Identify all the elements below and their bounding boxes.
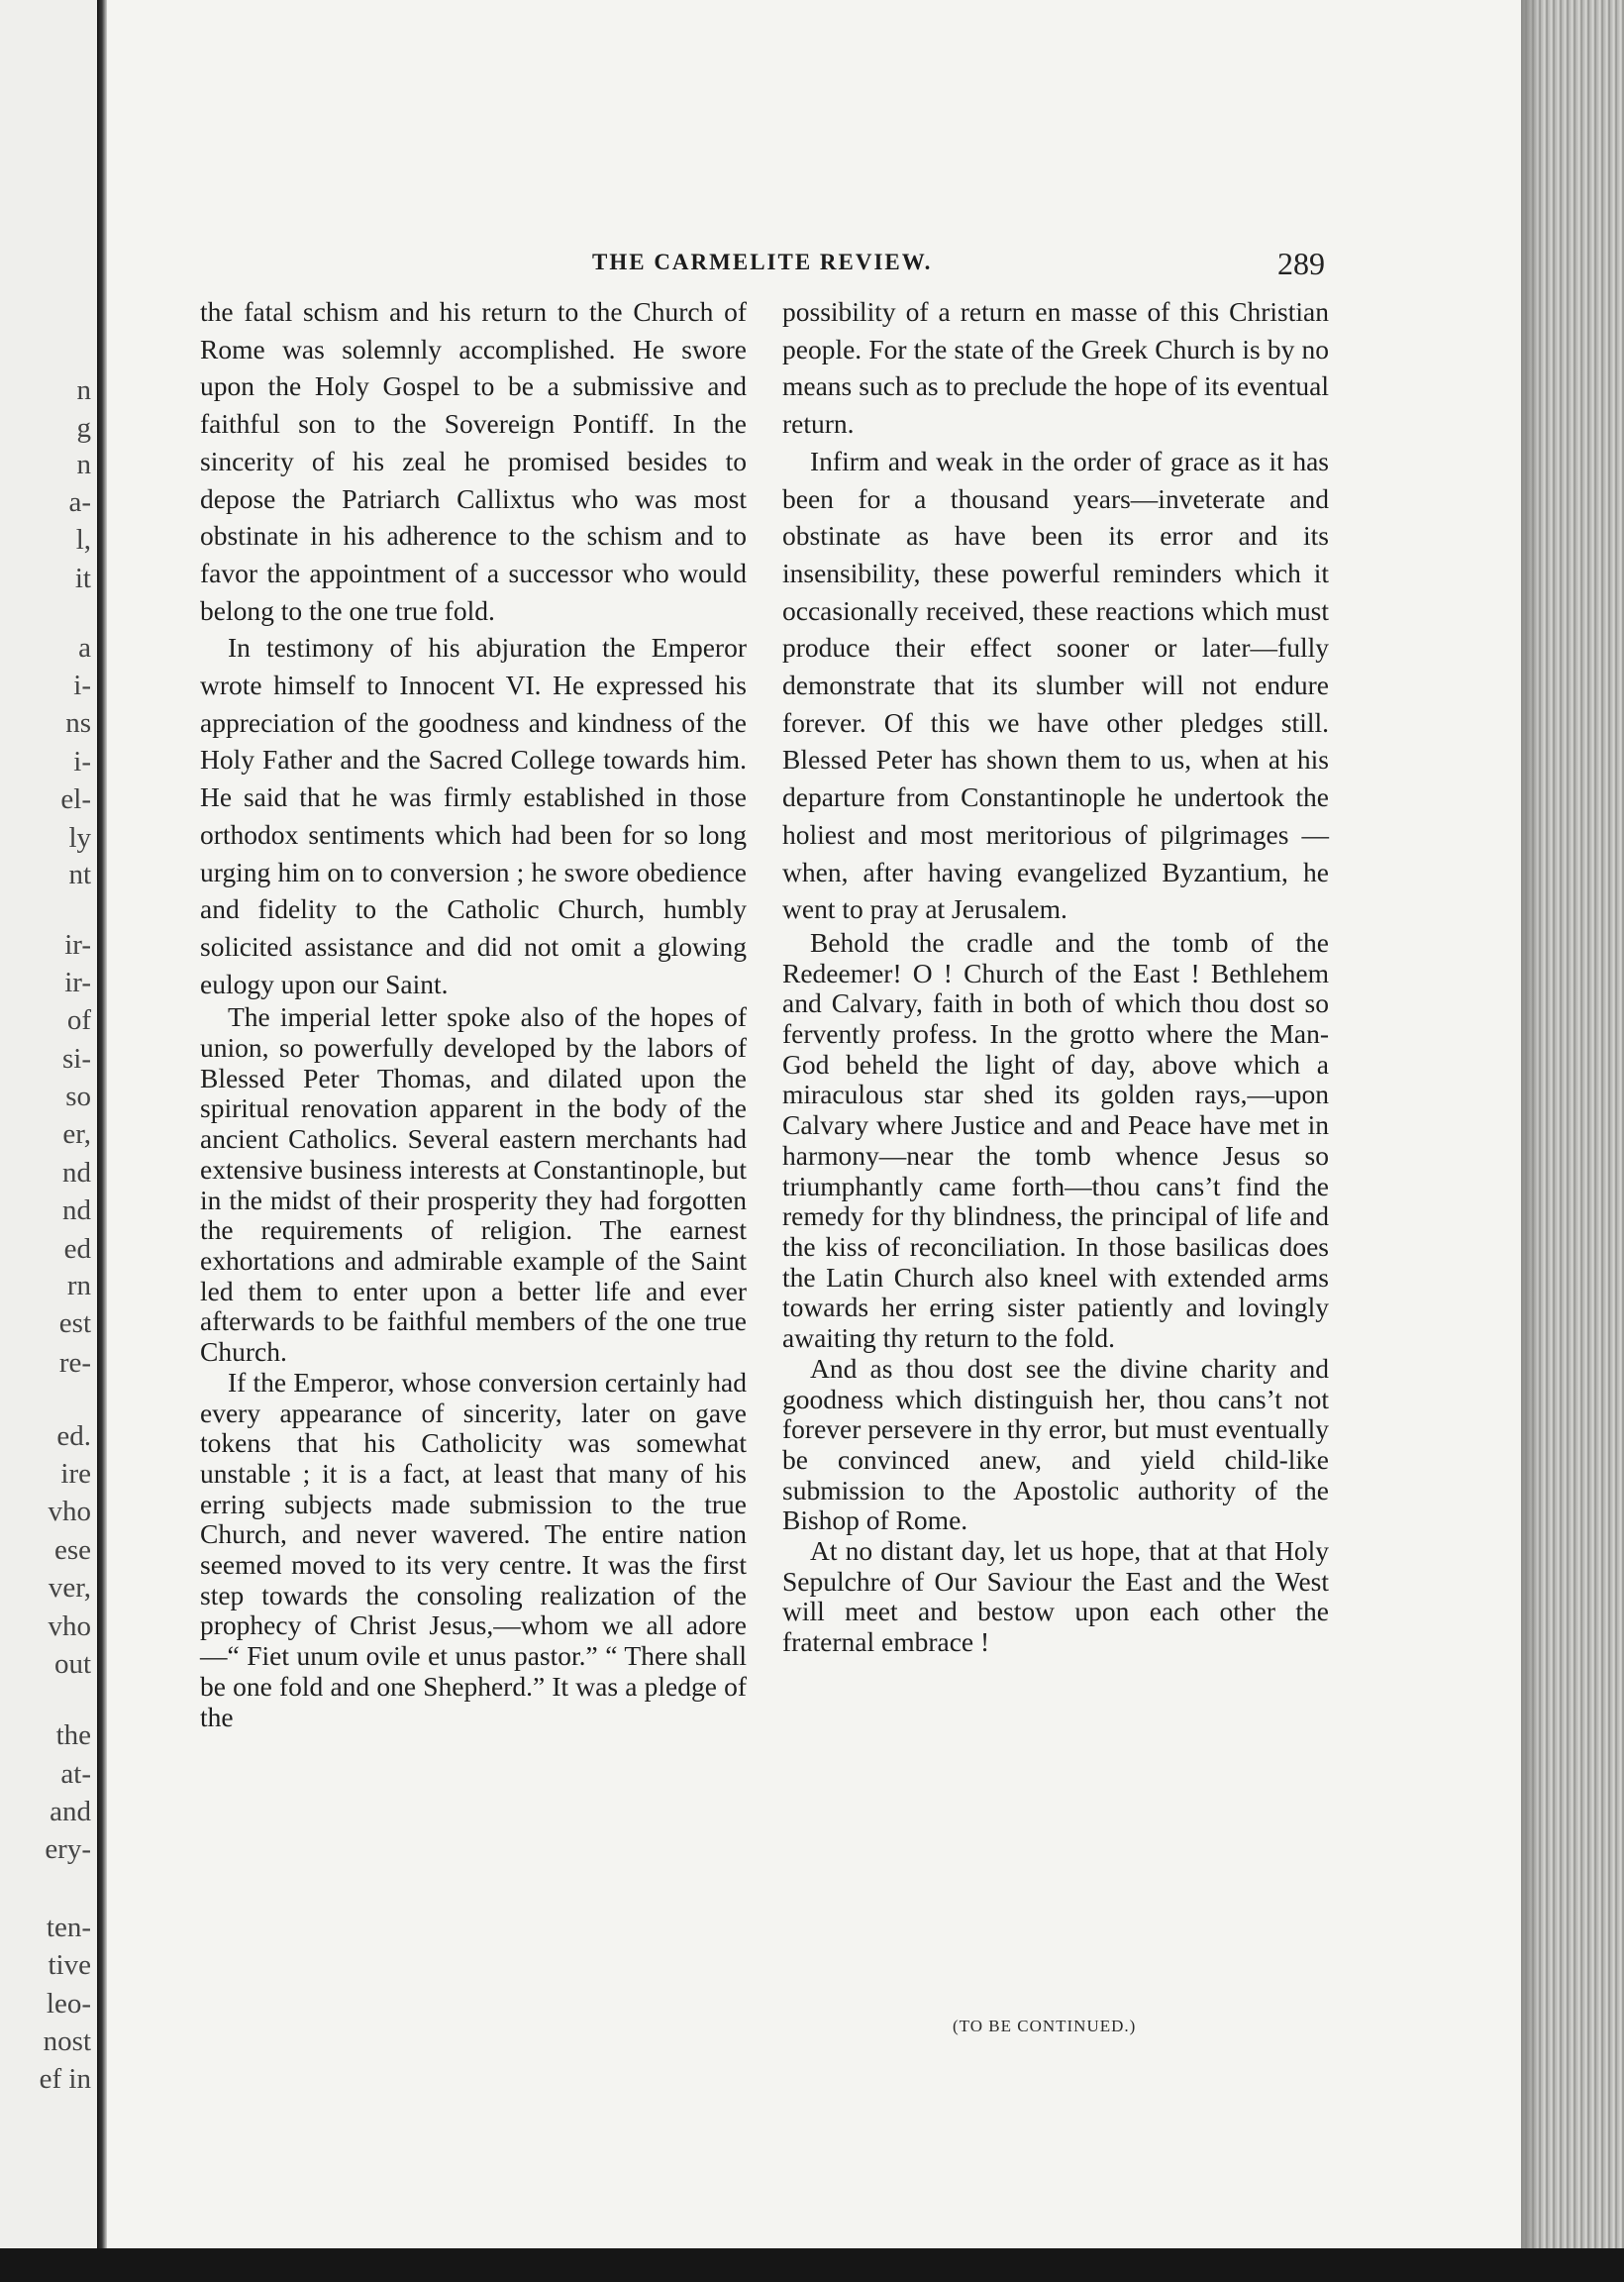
facing-page-text-fragment: nt xyxy=(68,859,91,890)
paragraph: Behold the cradle and the tomb of the Redeemer! O ! Church of the East ! Bethlehem and Calvary, faith in both of which thou dost so fervently profess. In the grotto where the Man-God beheld the light of day, above which a miraculous star shed its golden rays,—upon Calvary where Justice and and Peace have met in harmony—near the tomb whence Jesus so triumphantly came forth—thou cans’t find the remedy for thy blindness, the principal of life and the kiss of reconciliation. In those basilicas does the Latin Church also kneel with extended arms towards her erring sister patiently and lovingly awaiting thy return to the fold. xyxy=(782,926,1329,1354)
facing-page-text-fragment: at- xyxy=(60,1758,91,1790)
running-header: THE CARMELITE REVIEW. xyxy=(592,250,933,274)
facing-page-text-fragment: i- xyxy=(73,670,91,701)
facing-page-text-fragment: it xyxy=(74,563,91,594)
facing-page-text-fragment: ed xyxy=(63,1233,91,1265)
facing-page-text-fragment: ir- xyxy=(64,967,91,998)
facing-page-text-fragment: nost xyxy=(43,2025,91,2057)
facing-page-text-fragment: re- xyxy=(58,1347,91,1379)
facing-page-text-fragment: so xyxy=(65,1081,91,1112)
page-number: 289 xyxy=(1277,246,1325,281)
facing-page-text-fragment: n xyxy=(76,449,91,480)
paragraph: In testimony of his abjuration the Emperor wrote himself to Innocent VI. He expressed his appreciation of the goodness and kindness of the Holy Father and the Sacred College towards him. He said that he was firmly established in those orthodox sentiments which had been for so long urging him on to conversion ; he swore obedience and fidelity to the Catholic Church, humbly solicited assistance and did not omit a glowing eulogy upon our Saint. xyxy=(200,632,747,999)
to-be-continued: (TO BE CONTINUED.) xyxy=(953,2017,1137,2035)
paragraph: the fatal schism and his return to the Church of Rome was solemnly accomplished. He swore upon the Holy Gospel to be a submissive and faithful son to the Sovereign Pontiff. In the sincerity of his zeal he promised besides to depose the Patriarch Callixtus who was most obstinate in his adherence to the schism and to favor the appointment of a successor who would belong to the one true fold. xyxy=(200,296,747,626)
facing-page-text-fragment: ten- xyxy=(46,1912,91,1943)
left-column xyxy=(200,293,747,1732)
facing-page-text-fragment: a- xyxy=(68,486,91,518)
facing-page-text-fragment: nd xyxy=(62,1157,91,1189)
facing-page-text-fragment: ery- xyxy=(45,1833,91,1865)
facing-page-text-fragment: ns xyxy=(65,707,91,739)
facing-page-text-fragment: ese xyxy=(53,1534,91,1566)
facing-page-fragment xyxy=(0,0,97,2282)
paragraph: And as thou dost see the divine charity and goodness which distinguish her, thou cans’t not forever persevere in thy error, but must eventually be convinced anew, and yield child-like submission to the Apostolic authority of the Bishop of Rome. xyxy=(782,1352,1329,1536)
facing-page-text-fragment: the xyxy=(55,1719,91,1751)
facing-page-text-fragment: n xyxy=(76,374,91,406)
book-gutter xyxy=(97,0,107,2282)
facing-page-text-fragment: of xyxy=(66,1004,91,1036)
paragraph: Infirm and weak in the order of grace as it has been for a thousand years—inveterate and obstinate as have been its error and its insensibility, these powerful reminders which it occasionally received, these reactions which must produce their effect sooner or later—fully demonstrate that its slumber will not endure forever. Of this we have other pledges still. Blessed Peter has shown them to us, when at his departure from Constantinople he undertook the holiest and most meritorious of pilgrimages — when, after having evangelized Byzantium, he went to pray at Jerusalem. xyxy=(782,445,1329,925)
facing-page-text-fragment: l, xyxy=(75,524,91,556)
facing-page-text-fragment: ver, xyxy=(48,1572,91,1604)
facing-page-text-fragment: leo- xyxy=(46,1988,91,2020)
facing-page-text-fragment: and xyxy=(50,1796,91,1827)
facing-page-text-fragment: vho xyxy=(48,1610,91,1642)
facing-page-text-fragment: out xyxy=(53,1648,91,1680)
facing-page-text-fragment: el- xyxy=(60,783,91,815)
facing-page-text-fragment: a xyxy=(78,632,91,664)
paragraph: The imperial letter spoke also of the hopes of union, so powerfully developed by the labors of Blessed Peter Thomas, and dilated upon the spiritual renovation apparent in the body of the ancient Catholics. Several eastern merchants had extensive business interests at Constantinople, but in the midst of their prosperity they had forgotten the requirements of religion. The earnest exhortations and admirable example of the Saint led them to enter upon a better life and ever afterwards to be faithful members of the one true Church. xyxy=(200,1001,747,1368)
paragraph: At no distant day, let us hope, that at that Holy Sepulchre of Our Saviour the East and the West will meet and bestow upon each other the fraternal embrace ! xyxy=(782,1535,1329,1658)
facing-page-text-fragment: rn xyxy=(66,1270,91,1301)
facing-page-text-fragment: ire xyxy=(60,1458,91,1490)
right-column xyxy=(782,293,1329,1658)
paragraph: If the Emperor, whose conversion certainly had every appearance of sincerity, later on gave tokens that his Catholicity was somewhat unstable ; it is a fact, at least that many of his erring subjects made submission to the true Church, and never wavered. The entire nation seemed moved to its very centre. It was the first step towards the consoling realization of the prophecy of Christ Jesus,—whom we all adore—“ Fiet unum ovile et unus pastor.” “ There shall be one fold and one Shepherd.” It was a pledge of the xyxy=(200,1366,747,1732)
facing-page-text-fragment: ed. xyxy=(56,1420,91,1452)
facing-page-text-fragment: vho xyxy=(48,1496,91,1527)
facing-page-text-fragment: ef in xyxy=(39,2063,91,2095)
facing-page-text-fragment: est xyxy=(58,1307,91,1339)
facing-page-text-fragment: i- xyxy=(73,746,91,778)
facing-page-text-fragment: er, xyxy=(62,1118,91,1150)
facing-page-text-fragment: si- xyxy=(62,1043,91,1075)
paragraph: possibility of a return en masse of this Christian people. For the state of the Greek Church is by no means such as to preclude the hope of its eventual return. xyxy=(782,296,1329,440)
page-edges xyxy=(1521,0,1624,2282)
facing-page-text-fragment: nd xyxy=(62,1194,91,1226)
facing-page-text-fragment: tive xyxy=(48,1949,91,1981)
facing-page-text-fragment: ir- xyxy=(64,929,91,961)
facing-page-text-fragment: ly xyxy=(68,822,91,854)
bottom-shadow xyxy=(0,2248,1624,2282)
facing-page-text-fragment: g xyxy=(76,412,91,444)
